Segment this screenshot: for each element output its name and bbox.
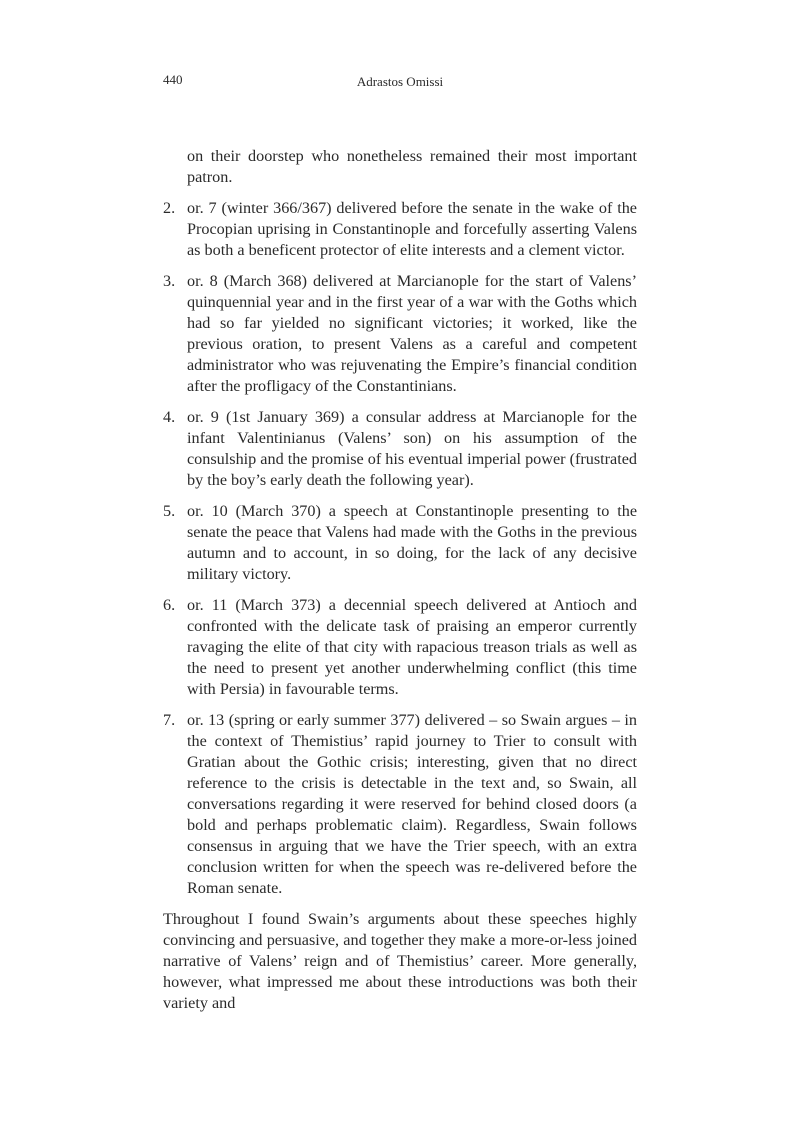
page-number: 440 bbox=[163, 72, 183, 87]
list-item bbox=[163, 595, 637, 700]
body-paragraph: Throughout I found Swain’s arguments about these speeches highly convincing and persuasive, and together they make a more-or-less joined narrative of Valens’ reign and of Themistius’ career. More generally, however, what impressed me about these introductions was both their variety and bbox=[163, 910, 637, 1012]
list-item bbox=[163, 501, 637, 585]
list-item-text: or. 13 (spring or early summer 377) delivered – so Swain argues – in the context of Themistius’ rapid journey to Trier to consult with Gratian about the Gothic crisis; interesting, given that no direct reference to the crisis is detectable in the text and, so Swain, all conversations regarding it were reserved for behind closed doors (a bold and perhaps problematic claim). Regardless, Swain follows consensus in arguing that we have the Trier speech, with an extra conclusion written for when the speech was re-delivered before the Roman senate. bbox=[187, 711, 637, 897]
list-item-text: or. 8 (March 368) delivered at Marcianople for the start of Valens’ quinquennial year and in the first year of a war with the Goths which had so far yielded no significant victories; it worked, like the previous oration, to present Valens as a careful and competent administrator who was rejuvenating the Empire’s financial condition after the profligacy of the Constantinians. bbox=[187, 272, 637, 395]
list-item-number: 4. bbox=[163, 408, 176, 426]
list-item-number: 2. bbox=[163, 199, 176, 217]
list-item bbox=[163, 710, 637, 899]
list-item bbox=[163, 198, 637, 261]
page-body bbox=[163, 146, 637, 1014]
list-item-text: or. 9 (1st January 369) a consular address at Marcianople for the infant Valentinianus (Valens’ son) on his assumption of the consulship and the promise of his eventual imperial power (frustrated by the boy’s early death the following year). bbox=[187, 408, 637, 489]
list-item bbox=[163, 407, 637, 491]
running-title: Adrastos Omissi bbox=[356, 74, 444, 89]
list-item-text: or. 11 (March 373) a decennial speech delivered at Antioch and confronted with the delicate task of praising an emperor currently ravaging the elite of that city with rapacious treason trials as well as the need to present yet another underwhelming conflict (this time with Persia) in favourable terms. bbox=[187, 596, 637, 698]
list-item-number: 3. bbox=[163, 272, 176, 290]
list-item-number: 6. bbox=[163, 596, 176, 614]
list-item-text: or. 7 (winter 366/367) delivered before the senate in the wake of the Procopian uprising in Constantinople and forcefully asserting Valens as both a beneficent protector of elite interests and a clement victor. bbox=[187, 199, 637, 259]
numbered-list bbox=[163, 198, 637, 899]
list-item bbox=[163, 271, 637, 397]
list-item-number: 7. bbox=[163, 711, 176, 729]
page-header bbox=[163, 72, 637, 92]
continued-item-text: on their doorstep who nonetheless remained their most important patron. bbox=[187, 147, 637, 186]
list-item-number: 5. bbox=[163, 502, 176, 520]
list-item-text: or. 10 (March 370) a speech at Constantinople presenting to the senate the peace that Valens had made with the Goths in the previous autumn and to account, in so doing, for the lack of any decisive military victory. bbox=[187, 502, 637, 583]
